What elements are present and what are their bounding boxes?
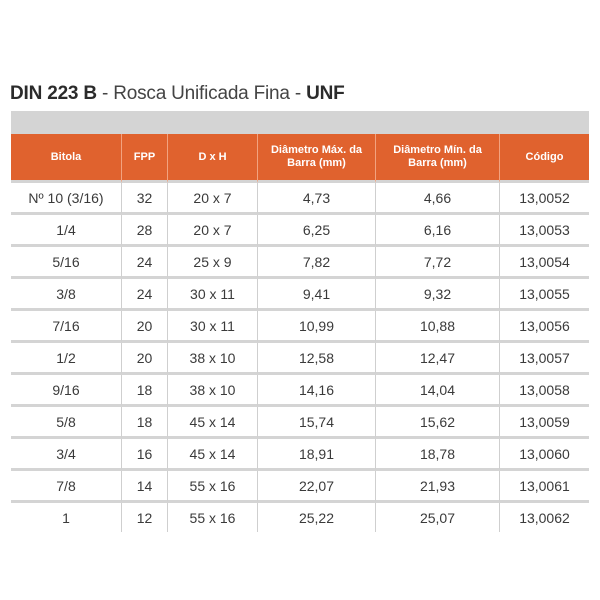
thread-spec-table: [11, 134, 589, 532]
cell-diametro-max: 25,22: [257, 503, 375, 532]
page-title: [10, 79, 345, 109]
cell-dxh: 55 x 16: [167, 503, 257, 532]
cell-fpp: 32: [121, 183, 167, 215]
table-row: [11, 471, 589, 503]
cell-diametro-min: 4,66: [375, 183, 499, 215]
cell-diametro-max: 10,99: [257, 311, 375, 343]
table-row: [11, 503, 589, 532]
cell-diametro-min: 10,88: [375, 311, 499, 343]
cell-dxh: 20 x 7: [167, 183, 257, 215]
cell-fpp: 20: [121, 343, 167, 375]
cell-fpp: 28: [121, 215, 167, 247]
cell-fpp: 20: [121, 311, 167, 343]
cell-fpp: 18: [121, 375, 167, 407]
cell-bitola: 3/8: [11, 279, 121, 311]
cell-dxh: 20 x 7: [167, 215, 257, 247]
cell-bitola: 1: [11, 503, 121, 532]
cell-diametro-max: 12,58: [257, 343, 375, 375]
table-row: [11, 215, 589, 247]
cell-bitola: 3/4: [11, 439, 121, 471]
cell-diametro-min: 9,32: [375, 279, 499, 311]
column-header-dxh: D x H: [167, 134, 257, 183]
cell-dxh: 45 x 14: [167, 439, 257, 471]
cell-bitola: 5/16: [11, 247, 121, 279]
cell-codigo: 13,0062: [499, 503, 589, 532]
cell-codigo: 13,0052: [499, 183, 589, 215]
cell-diametro-min: 15,62: [375, 407, 499, 439]
cell-codigo: 13,0060: [499, 439, 589, 471]
column-header-diametro-min: Diâmetro Mín. da Barra (mm): [375, 134, 499, 183]
table-row: [11, 183, 589, 215]
cell-diametro-max: 22,07: [257, 471, 375, 503]
cell-bitola: 1/2: [11, 343, 121, 375]
cell-codigo: 13,0056: [499, 311, 589, 343]
column-header-fpp: FPP: [121, 134, 167, 183]
cell-bitola: 7/8: [11, 471, 121, 503]
cell-diametro-min: 14,04: [375, 375, 499, 407]
table-row: [11, 439, 589, 471]
cell-fpp: 16: [121, 439, 167, 471]
cell-bitola: Nº 10 (3/16): [11, 183, 121, 215]
cell-diametro-min: 6,16: [375, 215, 499, 247]
cell-diametro-max: 14,16: [257, 375, 375, 407]
cell-diametro-min: 7,72: [375, 247, 499, 279]
cell-dxh: 30 x 11: [167, 279, 257, 311]
table-body: [11, 183, 589, 532]
cell-diametro-min: 21,93: [375, 471, 499, 503]
cell-codigo: 13,0055: [499, 279, 589, 311]
cell-diametro-min: 18,78: [375, 439, 499, 471]
column-header-diametro-max: Diâmetro Máx. da Barra (mm): [257, 134, 375, 183]
cell-codigo: 13,0061: [499, 471, 589, 503]
table-row: [11, 343, 589, 375]
cell-diametro-max: 6,25: [257, 215, 375, 247]
table-row: [11, 375, 589, 407]
cell-diametro-max: 9,41: [257, 279, 375, 311]
cell-dxh: 38 x 10: [167, 343, 257, 375]
title-separator: -: [289, 83, 307, 104]
cell-codigo: 13,0054: [499, 247, 589, 279]
table-header-row: [11, 134, 589, 183]
cell-bitola: 1/4: [11, 215, 121, 247]
thread-spec-table-frame: [11, 111, 589, 526]
cell-diametro-min: 12,47: [375, 343, 499, 375]
cell-fpp: 24: [121, 279, 167, 311]
cell-diametro-min: 25,07: [375, 503, 499, 532]
cell-fpp: 18: [121, 407, 167, 439]
cell-dxh: 25 x 9: [167, 247, 257, 279]
cell-dxh: 55 x 16: [167, 471, 257, 503]
cell-diametro-max: 4,73: [257, 183, 375, 215]
column-header-bitola: Bitola: [11, 134, 121, 183]
cell-diametro-max: 7,82: [257, 247, 375, 279]
cell-fpp: 12: [121, 503, 167, 532]
cell-codigo: 13,0058: [499, 375, 589, 407]
cell-fpp: 24: [121, 247, 167, 279]
column-header-codigo: Código: [499, 134, 589, 183]
cell-diametro-max: 18,91: [257, 439, 375, 471]
title-name: Rosca Unificada Fina: [113, 83, 290, 104]
cell-fpp: 14: [121, 471, 167, 503]
cell-dxh: 45 x 14: [167, 407, 257, 439]
cell-bitola: 5/8: [11, 407, 121, 439]
table-row: [11, 247, 589, 279]
cell-bitola: 9/16: [11, 375, 121, 407]
cell-diametro-max: 15,74: [257, 407, 375, 439]
cell-codigo: 13,0053: [499, 215, 589, 247]
cell-dxh: 30 x 11: [167, 311, 257, 343]
cell-codigo: 13,0057: [499, 343, 589, 375]
title-code: DIN 223 B: [10, 83, 97, 104]
cell-codigo: 13,0059: [499, 407, 589, 439]
title-separator: -: [96, 83, 114, 104]
cell-dxh: 38 x 10: [167, 375, 257, 407]
cell-bitola: 7/16: [11, 311, 121, 343]
table-row: [11, 311, 589, 343]
table-row: [11, 407, 589, 439]
title-suffix: UNF: [306, 83, 345, 104]
table-row: [11, 279, 589, 311]
